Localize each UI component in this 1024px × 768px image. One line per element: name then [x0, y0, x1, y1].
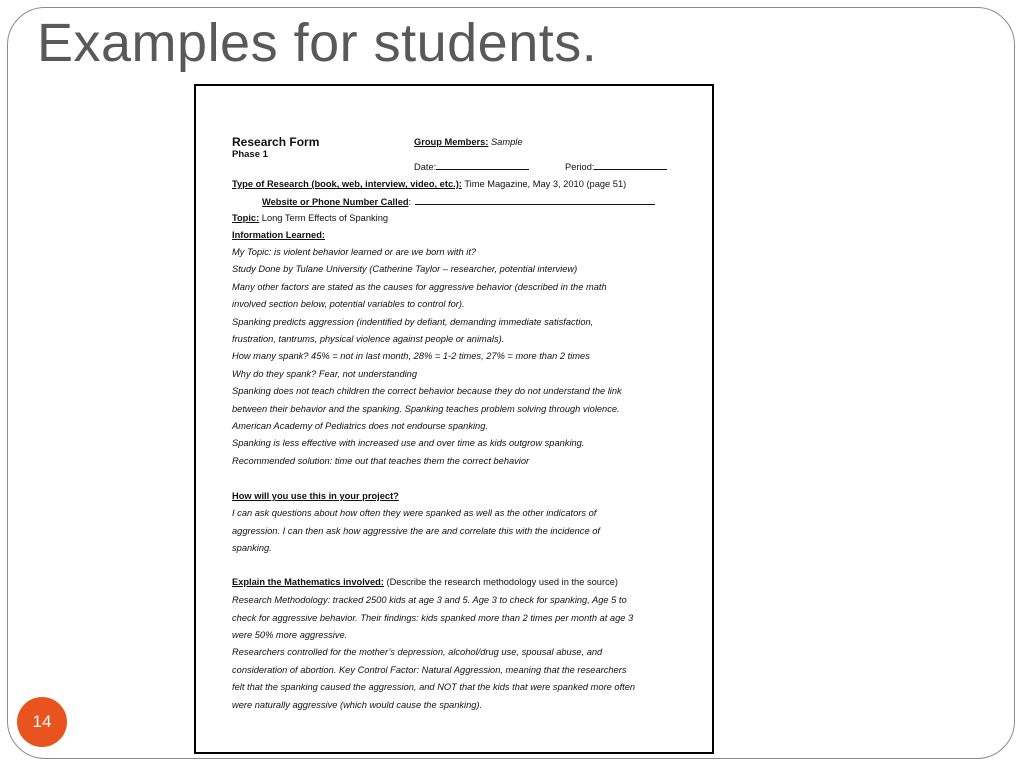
info-line: between their behavior and the spanking. Spanking teaches problem solving through violence. [232, 404, 620, 414]
use-line: I can ask questions about how often they were spanked as well as the other indicators of [232, 508, 597, 518]
slide-number-badge: 14 [17, 697, 67, 747]
date-label: Date: [414, 162, 437, 172]
math-line: were naturally aggressive (which would cause the spanking). [232, 700, 483, 710]
info-line: Spanking is less effective with increased use and over time as kids outgrow spanking. [232, 438, 585, 448]
use-line: aggression. I can then ask how aggressive the are and correlate this with the incidence of [232, 526, 600, 536]
math-line: Researchers controlled for the mother’s depression, alcohol/drug use, spousal abuse, and [232, 647, 603, 657]
info-line: American Academy of Pediatrics does not endourse spanking. [232, 421, 488, 431]
math-line: were 50% more aggressive. [232, 630, 348, 640]
website-label: Website or Phone Number Called [262, 197, 409, 207]
info-line: How many spank? 45% = not in last month, 28% = 1-2 times, 27% = more than 2 times [232, 351, 590, 361]
period-blank [594, 160, 667, 170]
period-label: Period: [565, 162, 595, 172]
project-use-heading: How will you use this in your project? [232, 491, 399, 501]
type-of-research-label: Type of Research (book, web, interview, video, etc.): [232, 179, 462, 189]
info-line: Study Done by Tulane University (Catherine Taylor – researcher, potential interview) [232, 264, 578, 274]
date-blank [436, 160, 529, 170]
date-row [414, 160, 529, 173]
website-row [262, 195, 655, 208]
type-of-research-row [232, 178, 626, 190]
math-line: consideration of abortion. Key Control Factor: Natural Aggression, meaning that the researchers [232, 665, 627, 675]
mathematics-heading-note: (Describe the research methodology used in the source) [383, 577, 618, 587]
research-form-document [194, 84, 714, 754]
info-line: Spanking does not teach children the correct behavior because they do not understand the link [232, 386, 622, 396]
topic-label: Topic: [232, 213, 260, 223]
math-line: check for aggressive behavior. Their findings: kids spanked more than 2 times per month at age 3 [232, 613, 634, 623]
info-line: Why do they spank? Fear, not understanding [232, 369, 418, 379]
math-line: Research Methodology: tracked 2500 kids at age 3 and 5. Age 3 to check for spanking, Age 5 to [232, 595, 627, 605]
group-members-value: Sample [490, 137, 523, 147]
mathematics-heading: Explain the Mathematics involved: [232, 577, 384, 587]
website-blank [415, 195, 655, 205]
use-line: spanking. [232, 543, 272, 553]
form-phase: Phase 1 [232, 149, 268, 160]
type-of-research-value: Time Magazine, May 3, 2010 (page 51) [461, 179, 627, 189]
info-line: frustration, tantrums, physical violence against people or animals). [232, 334, 505, 344]
topic-value: Long Term Effects of Spanking [259, 213, 389, 223]
topic-row [232, 212, 388, 224]
form-title: Research Form [232, 135, 320, 149]
math-line: felt that the spanking caused the aggression, and NOT that the kids that were spanked more often [232, 682, 636, 692]
group-members-row [414, 136, 523, 148]
info-line: My Topic: is violent behavior learned or are we born with it? [232, 247, 477, 257]
info-line: Recommended solution: time out that teaches them the correct behavior [232, 456, 530, 466]
group-members-label: Group Members: [414, 137, 489, 147]
mathematics-heading-row [232, 576, 618, 588]
website-colon: : [408, 197, 412, 207]
info-line: involved section below, potential variables to control for). [232, 299, 465, 309]
info-line: Many other factors are stated as the causes for aggressive behavior (described in the math [232, 282, 607, 292]
information-learned-heading: Information Learned: [232, 230, 325, 240]
period-row [565, 160, 667, 173]
slide-title: Examples for students. [37, 13, 598, 73]
info-line: Spanking predicts aggression (indentified by defiant, demanding immediate satisfaction, [232, 317, 594, 327]
